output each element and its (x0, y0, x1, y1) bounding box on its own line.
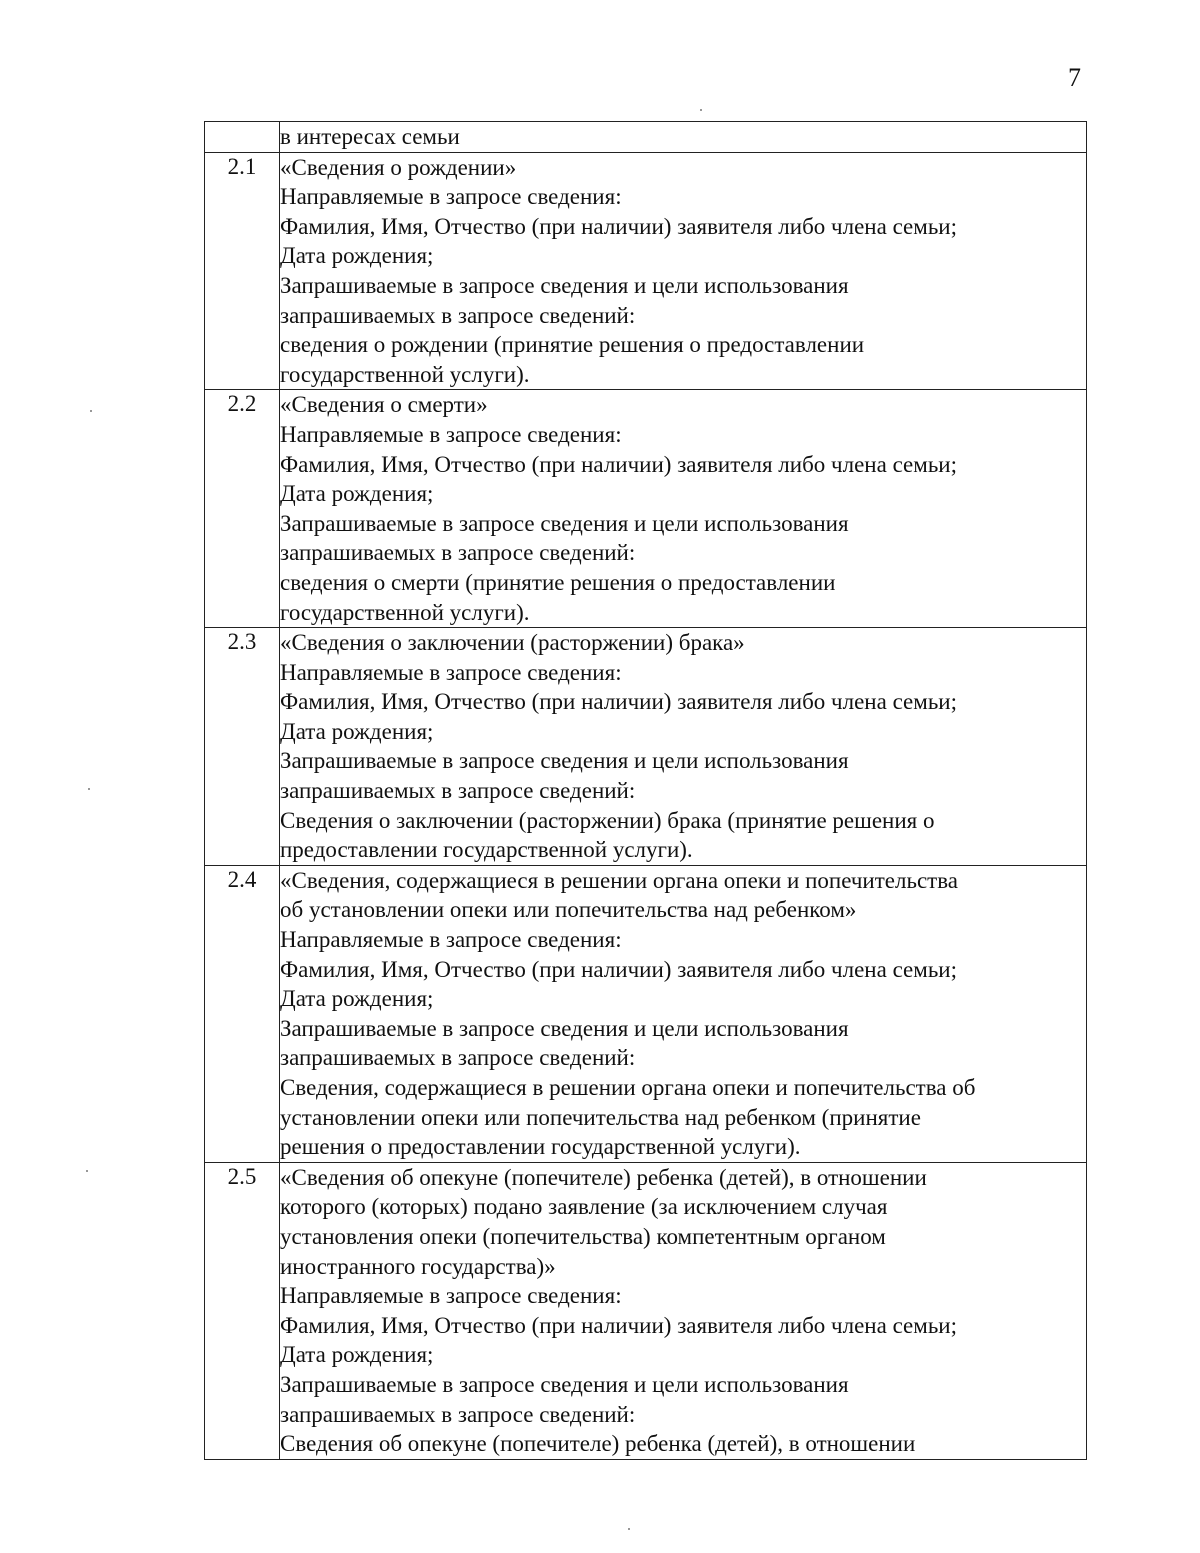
text-line: Запрашиваемые в запросе сведения и цели использования (280, 272, 849, 298)
text-line: Запрашиваемые в запросе сведения и цели использования (280, 1371, 849, 1397)
text-line: Дата рождения; (280, 243, 434, 269)
table-row (205, 390, 1087, 628)
row-content (280, 122, 1087, 153)
text-line: которого (которых) подано заявление (за исключением случая (280, 1194, 888, 1220)
scan-speck (88, 788, 90, 790)
scan-speck (700, 109, 702, 111)
text-line: в интересах семьи (280, 124, 460, 149)
text-line: запрашиваемых в запросе сведений: (280, 1401, 636, 1427)
text-line: Дата рождения; (280, 481, 434, 507)
row-number (205, 122, 280, 153)
row-number: 2.1 (205, 152, 280, 390)
text-line: Направляемые в запросе сведения: (280, 927, 622, 953)
text-line: Запрашиваемые в запросе сведения и цели использования (280, 510, 849, 536)
table-body (205, 122, 1087, 1460)
text-line: Сведения, содержащиеся в решении органа опеки и попечительства об (280, 1075, 976, 1100)
table-row (205, 152, 1087, 390)
row-number: 2.5 (205, 1162, 280, 1459)
text-line: иностранного государства)» (280, 1253, 556, 1279)
row-number: 2.3 (205, 628, 280, 866)
row-content (280, 152, 1087, 390)
table-row (205, 1162, 1087, 1459)
text-line: Фамилия, Имя, Отчество (при наличии) заявителя либо члена семьи; (280, 1312, 958, 1338)
text-line: государственной услуги). (280, 361, 530, 387)
text-line: сведения о смерти (принятие решения о предоставлении (280, 569, 836, 595)
text-line: государственной услуги). (280, 599, 530, 625)
text-line: Запрашиваемые в запросе сведения и цели использования (280, 748, 849, 774)
text-line: Запрашиваемые в запросе сведения и цели использования (280, 1015, 849, 1041)
text-line: Дата рождения; (280, 718, 434, 744)
text-line: Фамилия, Имя, Отчество (при наличии) заявителя либо члена семьи; (280, 689, 958, 715)
text-line: запрашиваемых в запросе сведений: (280, 778, 636, 804)
data-table (204, 121, 1087, 1460)
text-line: Направляемые в запросе сведения: (280, 421, 622, 447)
row-number: 2.2 (205, 390, 280, 628)
text-line: Сведения о заключении (расторжении) брака (принятие решения о (280, 807, 935, 833)
text-line: Дата рождения; (280, 1342, 434, 1368)
text-line: «Сведения о заключении (расторжении) брака» (280, 630, 745, 656)
text-line: «Сведения, содержащиеся в решении органа опеки и попечительства (280, 867, 958, 893)
text-line: Направляемые в запросе сведения: (280, 1283, 622, 1309)
row-content (280, 1162, 1087, 1459)
text-line: предоставлении государственной услуги). (280, 837, 693, 863)
table-row (205, 865, 1087, 1162)
row-content (280, 390, 1087, 628)
text-line: решения о предоставлении государственной услуги). (280, 1134, 801, 1160)
row-number: 2.4 (205, 865, 280, 1162)
text-line: Фамилия, Имя, Отчество (при наличии) заявителя либо члена семьи; (280, 213, 958, 239)
text-line: Направляемые в запросе сведения: (280, 184, 622, 210)
text-line: установления опеки (попечительства) компетентным органом (280, 1223, 886, 1249)
text-line: Фамилия, Имя, Отчество (при наличии) заявителя либо члена семьи; (280, 956, 958, 982)
text-line: об установлении опеки или попечительства над ребенком» (280, 897, 857, 923)
text-line: «Сведения о смерти» (280, 392, 488, 418)
row-content (280, 865, 1087, 1162)
table-row (205, 628, 1087, 866)
text-line: Фамилия, Имя, Отчество (при наличии) заявителя либо члена семьи; (280, 451, 958, 477)
text-line: Дата рождения; (280, 986, 434, 1012)
text-line: установлении опеки или попечительства над ребенком (принятие (280, 1104, 921, 1130)
row-content (280, 628, 1087, 866)
scan-speck (628, 1528, 630, 1530)
page-number: 7 (1068, 63, 1081, 92)
text-line: «Сведения о рождении» (280, 154, 517, 180)
text-line: «Сведения об опекуне (попечителе) ребенка (детей), в отношении (280, 1164, 927, 1190)
text-line: сведения о рождении (принятие решения о предоставлении (280, 332, 865, 358)
text-line: Направляемые в запросе сведения: (280, 659, 622, 685)
text-line: Сведения об опекуне (попечителе) ребенка (детей), в отношении (280, 1431, 916, 1457)
scan-speck (90, 410, 92, 412)
text-line: запрашиваемых в запросе сведений: (280, 1045, 636, 1071)
scan-speck (86, 1170, 88, 1172)
text-line: запрашиваемых в запросе сведений: (280, 302, 636, 328)
text-line: запрашиваемых в запросе сведений: (280, 540, 636, 566)
table-row (205, 122, 1087, 153)
